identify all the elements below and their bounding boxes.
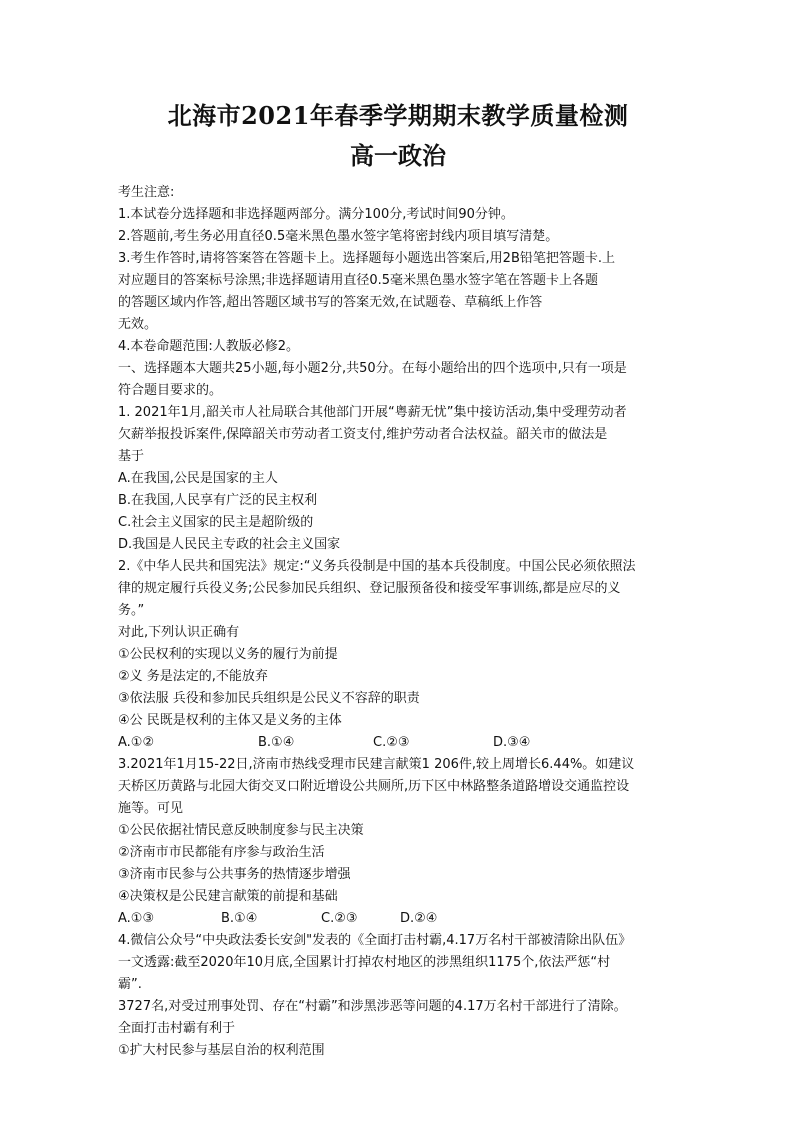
choice-b: B.①④ bbox=[221, 911, 258, 926]
choice-d: D.②④ bbox=[400, 911, 438, 926]
statement-item: ③济南市民参与公共事务的热情逐步增强 bbox=[118, 867, 351, 882]
question-3 bbox=[118, 754, 678, 930]
answer-option: D.我国是人民民主专政的社会主义国家 bbox=[118, 537, 341, 552]
exam-title: 北海市2021年春季学期期末教学质量检测 bbox=[167, 101, 629, 130]
question-stem: 一文透露:截至2020年10月底,全国累计打掉农村地区的涉黑组织1175个,依法严惩“村 bbox=[118, 955, 611, 970]
answer-option: C.社会主义国家的民主是超阶级的 bbox=[118, 515, 314, 530]
question-stem: 基于 bbox=[118, 449, 145, 464]
statement-item: ④公 民既是权利的主体又是义务的主体 bbox=[118, 713, 342, 728]
question-stem: 施等。可见 bbox=[118, 801, 184, 816]
statement-item: ④决策权是公民建言献策的前提和基础 bbox=[118, 889, 338, 904]
choice-d: D.③④ bbox=[493, 735, 531, 750]
answer-option: B.在我国,人民享有广泛的民主权利 bbox=[118, 493, 318, 508]
question-stem: 3.2021年1月15-22日,济南市热线受理市民建言献策1 206件,较上周增长6.44%。如建议 bbox=[118, 757, 635, 772]
statement-item: ②义 务是法定的,不能放弃 bbox=[118, 669, 268, 684]
question-stem: 3727名,对受过刑事处罚、存在“村霸”和涉黑涉恶等问题的4.17万名村干部进行了清除。 bbox=[118, 999, 627, 1014]
question-stem: 1. 2021年1月,韶关市人社局联合其他部门开展“粤薪无忧”集中接访活动,集中受理劳动者 bbox=[118, 405, 627, 420]
answer-option: A.在我国,公民是国家的主人 bbox=[118, 471, 278, 486]
notice-heading: 考生注意: bbox=[118, 185, 175, 200]
choice-c: C.②③ bbox=[321, 911, 358, 926]
notice-line: 对应题目的答案标号涂黑;非选择题请用直径0.5毫米黑色墨水签字笔在答题卡上各题 bbox=[118, 273, 599, 288]
notice-line: 2.答题前,考生务必用直径0.5毫米黑色墨水签字笔将密封线内项目填写清楚。 bbox=[118, 229, 559, 244]
statement-item: ①公民依据社情民意反映制度参与民主决策 bbox=[118, 823, 364, 838]
question-stem: 霸”. bbox=[118, 977, 142, 992]
question-stem: 对此,下列认识正确有 bbox=[118, 625, 240, 640]
question-stem: 4.微信公众号“中央政法委长安剑"发表的《全面打击村霸,4.17万名村干部被清除出队伍》 bbox=[118, 933, 632, 948]
notice-line: 4.本卷命题范围:人教版必修2。 bbox=[118, 339, 300, 354]
exam-subject: 高一政治 bbox=[350, 141, 446, 170]
question-stem: 欠薪举报投诉案件,保障韶关市劳动者工资支付,维护劳动者合法权益。韶关市的做法是 bbox=[118, 427, 608, 442]
question-stem: 天桥区历黄路与北园大街交叉口附近增设公共厕所,历下区中林路整条道路增设交通监控设 bbox=[118, 779, 630, 794]
statement-item: ①公民权利的实现以义务的履行为前提 bbox=[118, 647, 338, 662]
choice-row bbox=[118, 908, 678, 930]
choice-a: A.①② bbox=[118, 735, 155, 750]
choice-b: B.①④ bbox=[258, 735, 295, 750]
choice-a: A.①③ bbox=[118, 911, 155, 926]
section-instructions: 符合题目要求的。 bbox=[118, 383, 223, 398]
question-stem: 全面打击村霸有利于 bbox=[118, 1021, 236, 1036]
choice-row bbox=[118, 732, 678, 754]
notice-line: 无效。 bbox=[118, 317, 158, 332]
section-instructions: 一、选择题本大题共25小题,每小题2分,共50分。在每小题给出的四个选项中,只有一项是 bbox=[118, 361, 627, 376]
exam-body bbox=[118, 182, 678, 1062]
section-heading bbox=[118, 358, 678, 402]
statement-item: ②济南市市民都能有序参与政治生活 bbox=[118, 845, 325, 860]
question-stem: 务。” bbox=[118, 603, 145, 618]
statement-item: ①扩大村民参与基层自治的权利范围 bbox=[118, 1043, 325, 1058]
question-2 bbox=[118, 556, 678, 754]
notice-line: 1.本试卷分选择题和非选择题两部分。满分100分,考试时间90分钟。 bbox=[118, 207, 514, 222]
question-1 bbox=[118, 402, 678, 556]
choice-c: C.②③ bbox=[373, 735, 410, 750]
candidate-notice bbox=[118, 182, 678, 358]
question-4 bbox=[118, 930, 678, 1062]
notice-line: 的答题区域内作答,超出答题区域书写的答案无效,在试题卷、草稿纸上作答 bbox=[118, 295, 543, 310]
statement-item: ③依法服 兵役和参加民兵组织是公民义不容辞的职责 bbox=[118, 691, 420, 706]
notice-line: 3.考生作答时,请将答案答在答题卡上。选择题每小题选出答案后,用2B铅笔把答题卡.上 bbox=[118, 251, 615, 266]
question-stem: 律的规定履行兵役义务;公民参加民兵组织、登记服预备役和接受军事训练,都是应尽的义 bbox=[118, 581, 621, 596]
question-stem: 2.《中华人民共和国宪法》规定:“义务兵役制是中国的基本兵役制度。中国公民必须依照法 bbox=[118, 559, 636, 574]
